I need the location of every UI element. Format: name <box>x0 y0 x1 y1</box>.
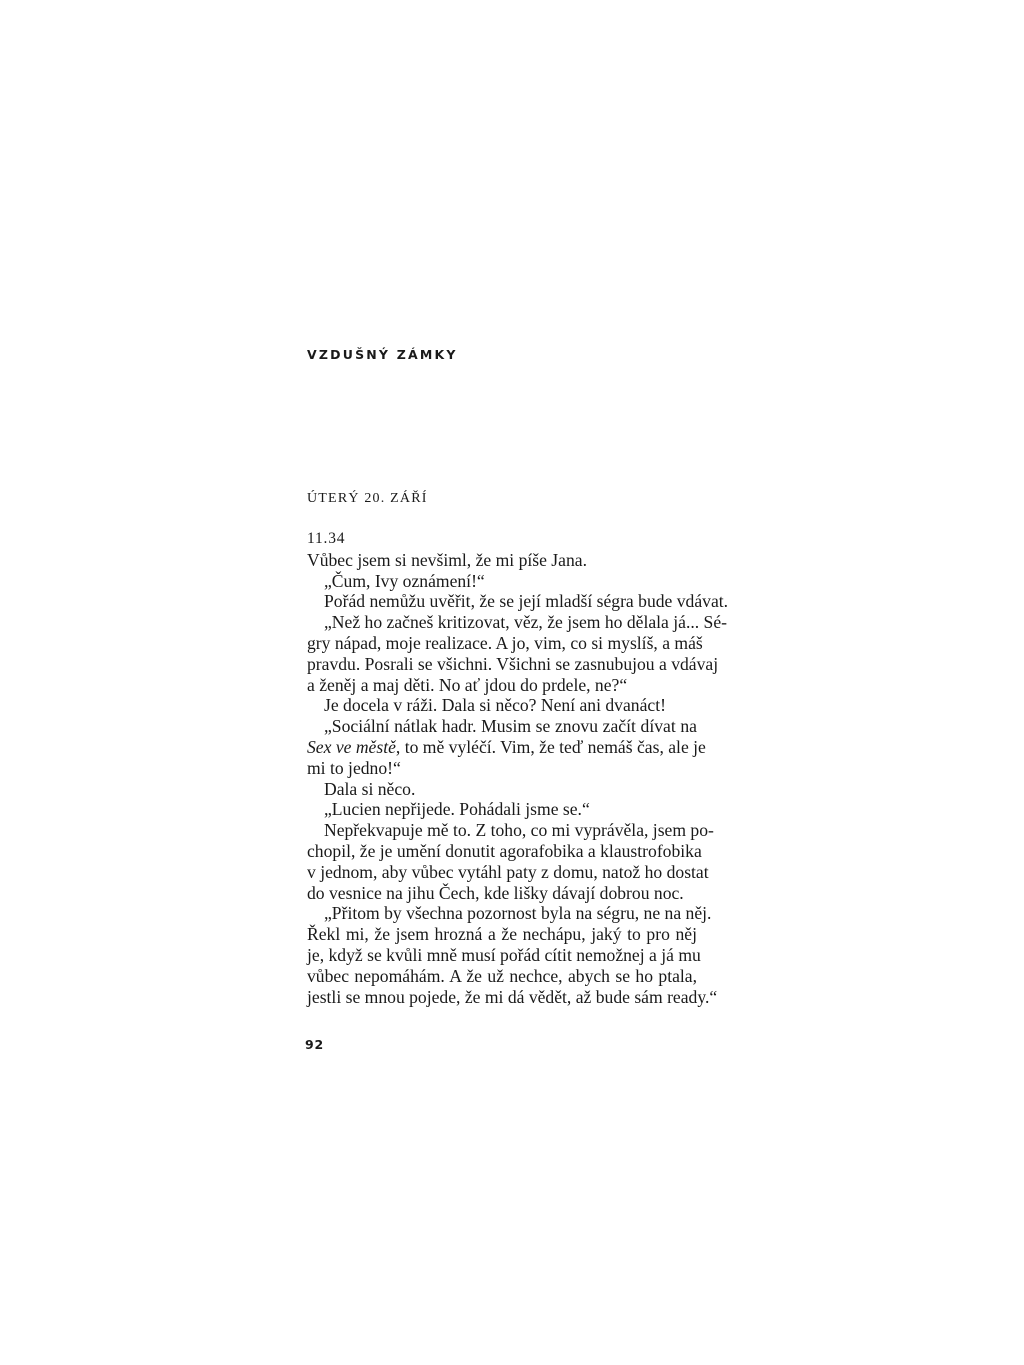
book-title-italic: Sex ve městě <box>307 736 396 757</box>
text-fragment: , to mě vyléčí. Vim, že teď nemáš čas, ale je <box>395 736 706 757</box>
page-number: 92 <box>305 1037 324 1052</box>
text-line: „Sociální nátlak hadr. Musim se znovu začít dívat na <box>324 716 697 737</box>
running-head: VZDUŠNÝ ZÁMKY <box>307 347 458 362</box>
body-text <box>307 529 729 1007</box>
text-line: „Než ho začneš kritizovat, věz, že jsem ho dělala já... Sé- <box>324 612 728 633</box>
date-heading: ÚTERÝ 20. ZÁŘÍ <box>307 491 428 506</box>
text-line: je, když se kvůli mně musí pořád cítit nemožnej a já mu <box>307 944 701 965</box>
text-line: pravdu. Posrali se všichni. Všichni se zasnubujou a vdávaj <box>307 653 719 674</box>
text-line <box>307 736 706 758</box>
text-line: do vesnice na jihu Čech, kde lišky dávají dobrou noc. <box>307 882 684 903</box>
text-line: gry nápad, moje realizace. A jo, vim, co si myslíš, a máš <box>307 632 703 653</box>
text-line: Je docela v ráži. Dala si něco? Není ani dvanáct! <box>324 695 666 716</box>
text-line: v jednom, aby vůbec vytáhl paty z domu, natož ho dostat <box>307 861 709 882</box>
text-line: Dala si něco. <box>324 778 416 799</box>
time-stamp: 11.34 <box>307 530 346 547</box>
text-line: „Čum, Ivy oznámení!“ <box>324 570 485 591</box>
text-line: jestli se mnou pojede, že mi dá vědět, až bude sám ready.“ <box>307 986 718 1007</box>
text-line: vůbec nepomáhám. A že už nechce, abych se ho ptala, <box>307 965 697 986</box>
text-line: Vůbec jsem si nevšiml, že mi píše Jana. <box>307 549 587 570</box>
text-line: Řekl mi, že jsem hrozná a že nechápu, jaký to pro něj <box>307 924 697 945</box>
text-line: Pořád nemůžu uvěřit, že se její mladší ségra bude vdávat. <box>324 591 729 612</box>
text-line: a ženěj a maj děti. No ať jdou do prdele, ne?“ <box>307 674 628 695</box>
text-line: „Přitom by všechna pozornost byla na ségru, ne na něj. <box>324 903 712 924</box>
text-line: chopil, že je umění donutit agorafobika a klaustrofobika <box>307 840 702 861</box>
text-line: Nepřekvapuje mě to. Z toho, co mi vyprávěla, jsem po- <box>324 820 714 841</box>
text-line: mi to jedno!“ <box>307 757 401 778</box>
text-line: „Lucien nepřijede. Pohádali jsme se.“ <box>324 799 590 820</box>
